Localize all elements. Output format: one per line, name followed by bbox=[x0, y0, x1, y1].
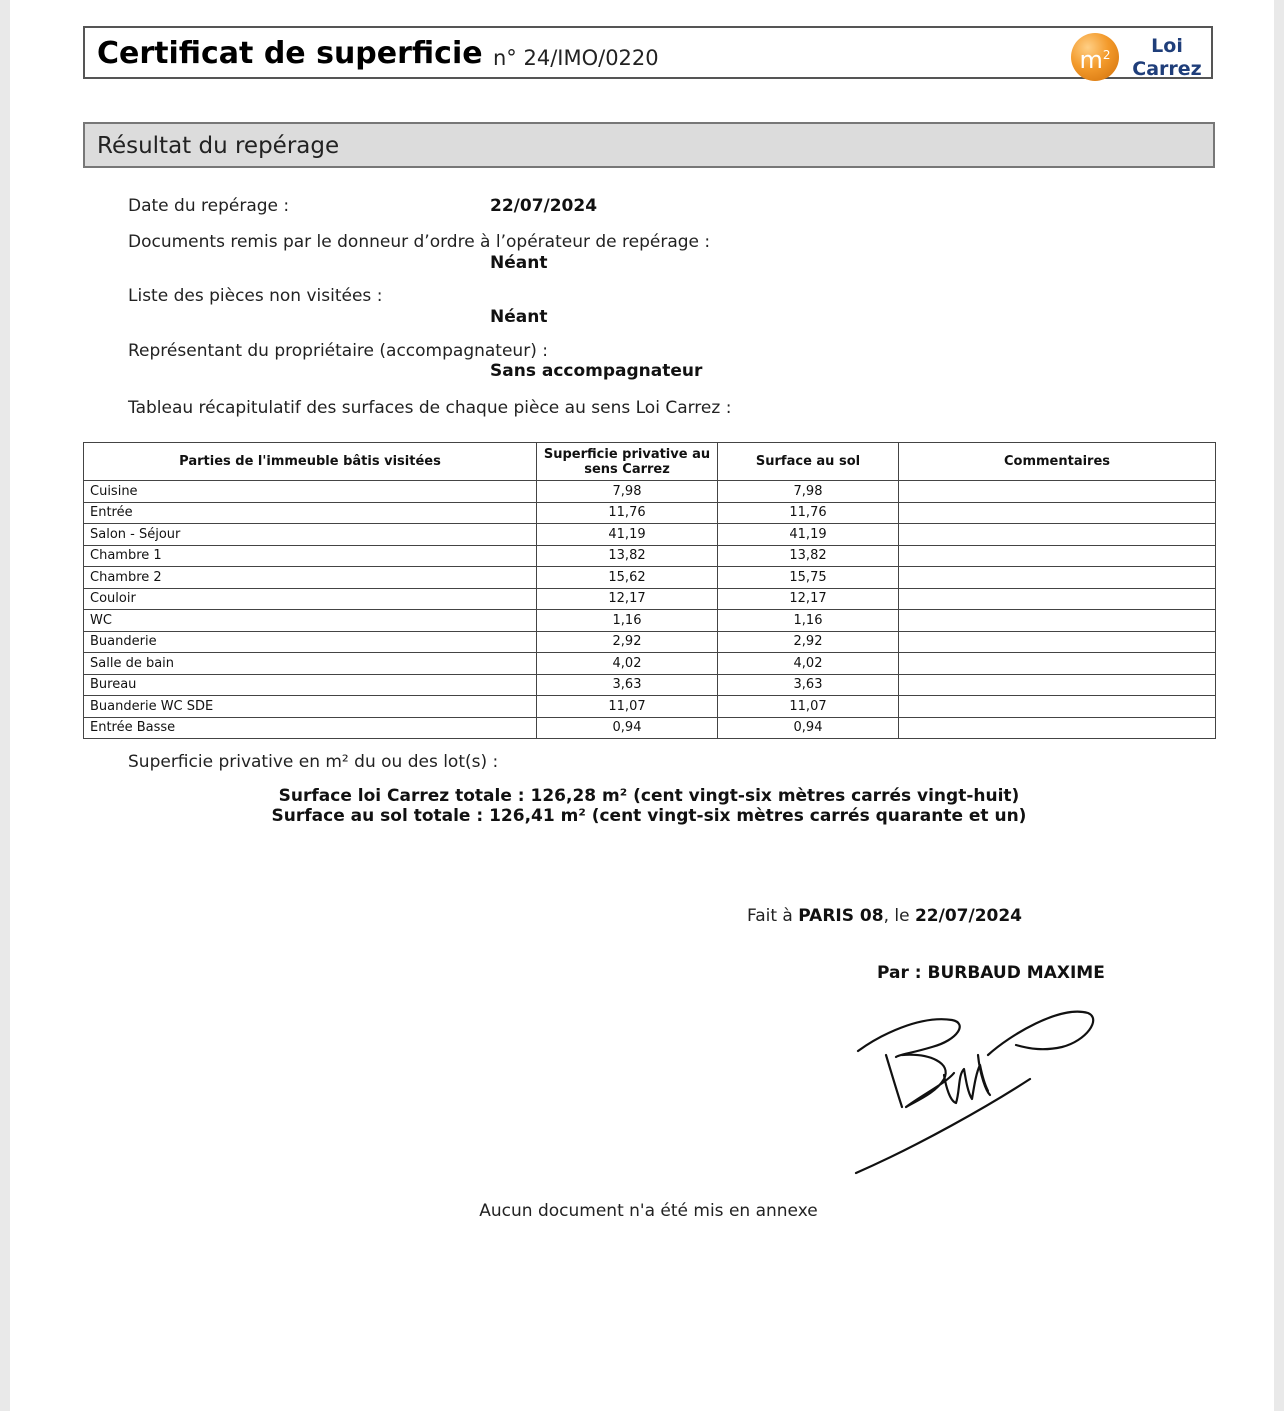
comment-cell bbox=[899, 502, 1216, 524]
handwritten-signature bbox=[840, 995, 1100, 1180]
table-row bbox=[84, 674, 1216, 696]
floor-surface-cell: 0,94 bbox=[718, 717, 899, 739]
certificate-number: n° 24/IMO/0220 bbox=[493, 46, 659, 70]
carrez-surface-cell: 11,76 bbox=[537, 502, 718, 524]
representant-label: Représentant du propriétaire (accompagnateur) : bbox=[128, 341, 548, 361]
documents-label: Documents remis par le donneur d’ordre à l’opérateur de repérage : bbox=[128, 232, 711, 252]
carrez-surface-cell: 2,92 bbox=[537, 631, 718, 653]
signature-date: 22/07/2024 bbox=[914, 906, 1023, 926]
certificate-header bbox=[83, 26, 1213, 79]
loi-carrez-logo bbox=[1069, 33, 1209, 80]
room-name-cell: Salle de bain bbox=[84, 653, 537, 675]
comment-cell bbox=[899, 545, 1216, 567]
room-name-cell: Chambre 1 bbox=[84, 545, 537, 567]
representant-value: Sans accompagnateur bbox=[490, 361, 703, 381]
table-row bbox=[84, 481, 1216, 503]
certificate-title: Certificat de superficie bbox=[97, 36, 483, 71]
floor-surface-cell: 1,16 bbox=[718, 610, 899, 632]
date-value: 22/07/2024 bbox=[490, 196, 598, 216]
summary-label: Superficie privative en m² du ou des lot(s) : bbox=[128, 752, 499, 772]
table-row bbox=[84, 524, 1216, 546]
document-page bbox=[10, 0, 1274, 1411]
surfaces-table bbox=[83, 442, 1216, 739]
comment-cell bbox=[899, 696, 1216, 718]
floor-surface-cell: 11,07 bbox=[718, 696, 899, 718]
carrez-surface-cell: 11,07 bbox=[537, 696, 718, 718]
comment-cell bbox=[899, 481, 1216, 503]
table-row bbox=[84, 631, 1216, 653]
floor-surface-cell: 4,02 bbox=[718, 653, 899, 675]
column-header-carrez: Superficie privative au sens Carrez bbox=[537, 443, 718, 481]
tableau-label: Tableau récapitulatif des surfaces de chaque pièce au sens Loi Carrez : bbox=[128, 398, 732, 418]
floor-surface-cell: 13,82 bbox=[718, 545, 899, 567]
room-name-cell: Salon - Séjour bbox=[84, 524, 537, 546]
carrez-surface-cell: 12,17 bbox=[537, 588, 718, 610]
floor-surface-cell: 11,76 bbox=[718, 502, 899, 524]
section-title: Résultat du repérage bbox=[97, 133, 340, 159]
table-row bbox=[84, 567, 1216, 589]
fait-a-line: Fait à PARIS 08, le 22/07/2024 bbox=[747, 906, 1023, 926]
carrez-surface-cell: 15,62 bbox=[537, 567, 718, 589]
logo-text: Loi Carrez bbox=[1132, 35, 1202, 80]
table-header-row bbox=[84, 443, 1216, 481]
pieces-value: Néant bbox=[490, 307, 548, 327]
room-name-cell: Bureau bbox=[84, 674, 537, 696]
carrez-total: Surface loi Carrez totale : 126,28 m² (cent vingt-six mètres carrés vingt-huit) bbox=[278, 786, 1020, 806]
room-name-cell: Entrée Basse bbox=[84, 717, 537, 739]
column-header-parties: Parties de l'immeuble bâtis visitées bbox=[84, 443, 537, 481]
table-body bbox=[84, 481, 1216, 739]
carrez-surface-cell: 41,19 bbox=[537, 524, 718, 546]
floor-surface-cell: 12,17 bbox=[718, 588, 899, 610]
comment-cell bbox=[899, 653, 1216, 675]
floor-surface-cell: 7,98 bbox=[718, 481, 899, 503]
table-row bbox=[84, 588, 1216, 610]
carrez-surface-cell: 3,63 bbox=[537, 674, 718, 696]
carrez-surface-cell: 7,98 bbox=[537, 481, 718, 503]
room-name-cell: Entrée bbox=[84, 502, 537, 524]
table-row bbox=[84, 696, 1216, 718]
room-name-cell: Buanderie WC SDE bbox=[84, 696, 537, 718]
column-header-commentaires: Commentaires bbox=[899, 443, 1216, 481]
carrez-surface-cell: 13,82 bbox=[537, 545, 718, 567]
comment-cell bbox=[899, 567, 1216, 589]
table-row bbox=[84, 653, 1216, 675]
date-label: Date du repérage : bbox=[128, 196, 290, 216]
comment-cell bbox=[899, 588, 1216, 610]
documents-value: Néant bbox=[490, 253, 548, 273]
floor-surface-cell: 3,63 bbox=[718, 674, 899, 696]
annexe-note: Aucun document n'a été mis en annexe bbox=[479, 1201, 818, 1221]
carrez-surface-cell: 4,02 bbox=[537, 653, 718, 675]
comment-cell bbox=[899, 631, 1216, 653]
carrez-surface-cell: 0,94 bbox=[537, 717, 718, 739]
comment-cell bbox=[899, 674, 1216, 696]
m2-logo-icon: $m^2$ bbox=[1071, 33, 1119, 81]
room-name-cell: Buanderie bbox=[84, 631, 537, 653]
signatory: Par : BURBAUD MAXIME bbox=[877, 963, 1105, 983]
column-header-sol: Surface au sol bbox=[718, 443, 899, 481]
table-row bbox=[84, 717, 1216, 739]
room-name-cell: Chambre 2 bbox=[84, 567, 537, 589]
floor-surface-cell: 15,75 bbox=[718, 567, 899, 589]
table-row bbox=[84, 502, 1216, 524]
comment-cell bbox=[899, 524, 1216, 546]
sol-total: Surface au sol totale : 126,41 m² (cent vingt-six mètres carrés quarante et un) bbox=[271, 806, 1027, 826]
room-name-cell: WC bbox=[84, 610, 537, 632]
place: PARIS 08 bbox=[798, 906, 884, 926]
floor-surface-cell: 2,92 bbox=[718, 631, 899, 653]
room-name-cell: Couloir bbox=[84, 588, 537, 610]
table-row bbox=[84, 610, 1216, 632]
room-name-cell: Cuisine bbox=[84, 481, 537, 503]
comment-cell bbox=[899, 717, 1216, 739]
table-row bbox=[84, 545, 1216, 567]
comment-cell bbox=[899, 610, 1216, 632]
carrez-surface-cell: 1,16 bbox=[537, 610, 718, 632]
floor-surface-cell: 41,19 bbox=[718, 524, 899, 546]
pieces-label: Liste des pièces non visitées : bbox=[128, 286, 383, 306]
section-header bbox=[83, 122, 1215, 168]
